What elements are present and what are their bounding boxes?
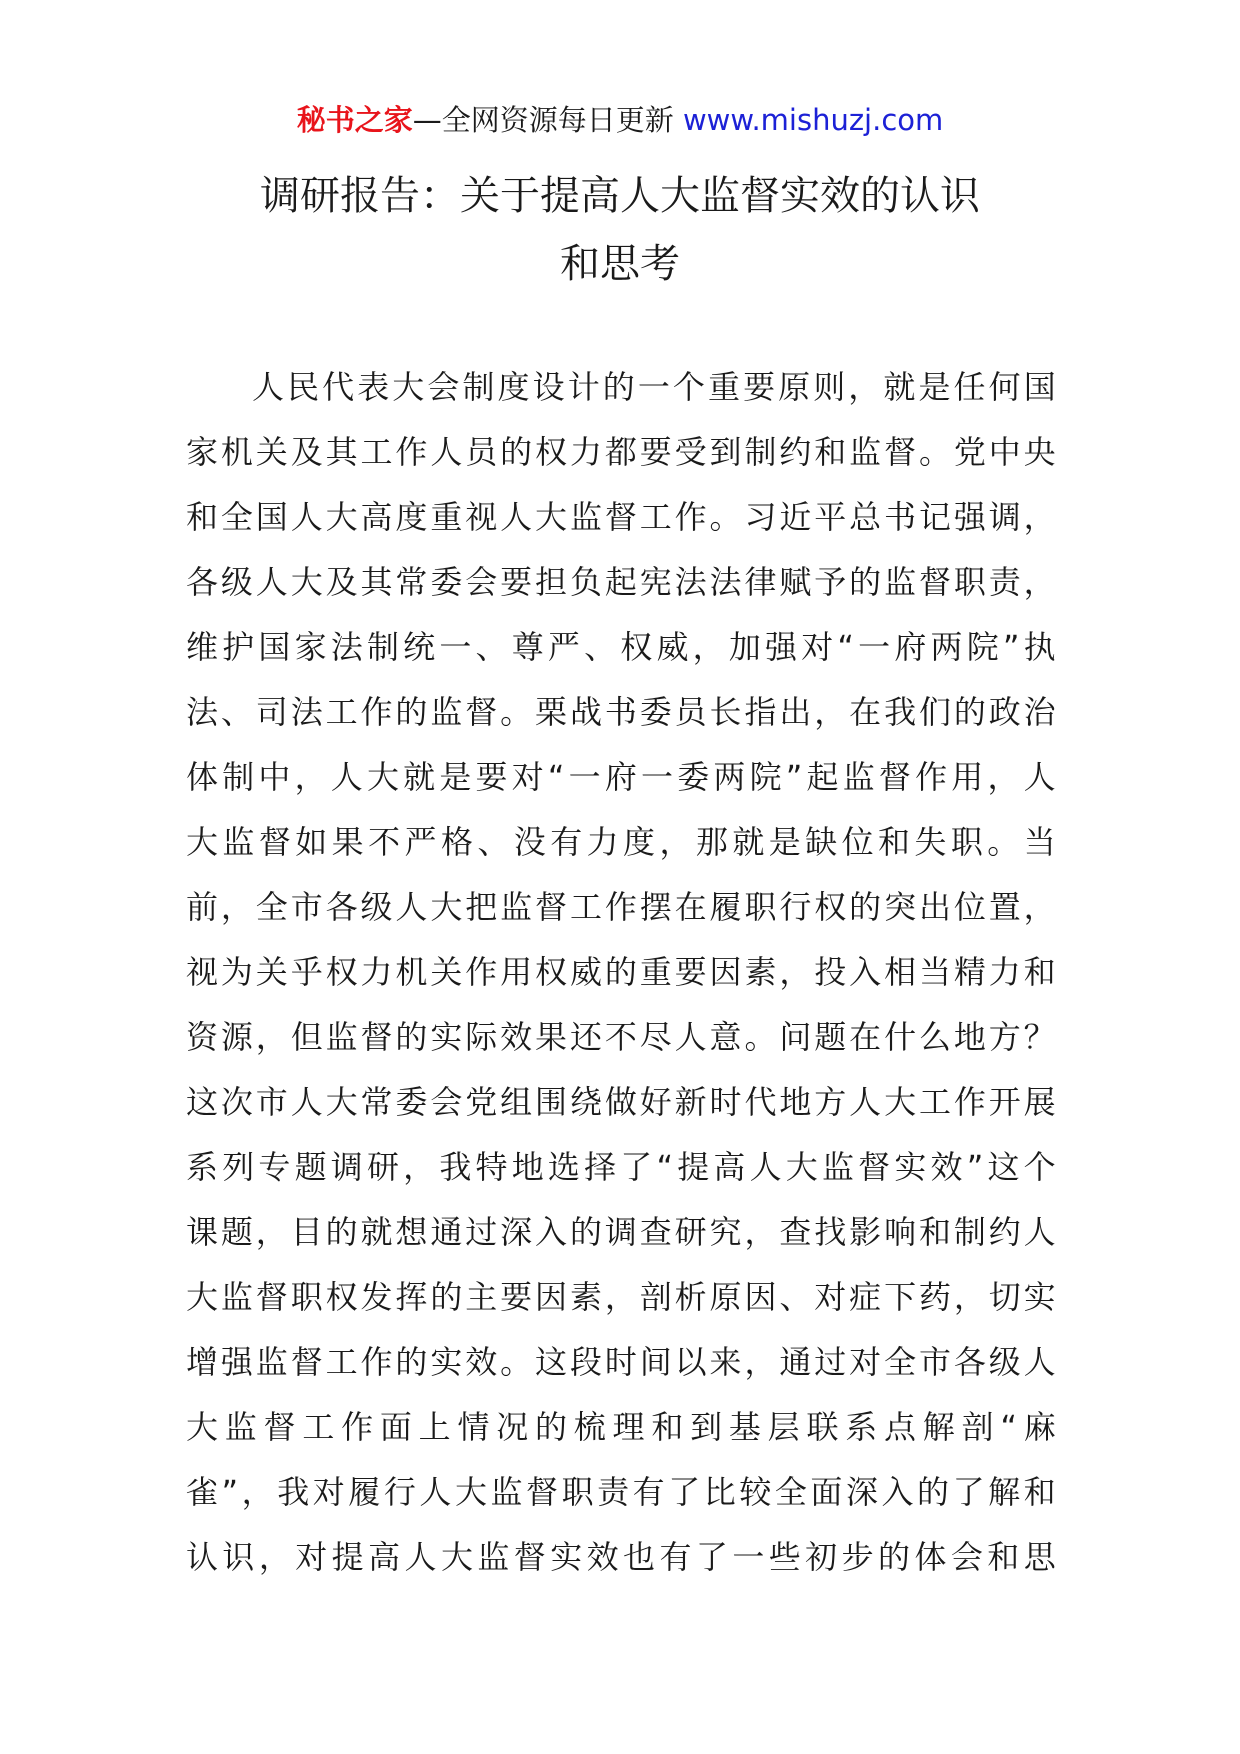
body-line: 视为关乎权力机关作用权威的重要因素，投入相当精力和 bbox=[186, 953, 1056, 991]
title-line-2: 和思考 bbox=[560, 241, 680, 287]
site-url-link[interactable]: www.mishuzj.com bbox=[682, 103, 944, 137]
document-title bbox=[170, 162, 1070, 298]
body-line: 前，全市各级人大把监督工作摆在履职行权的突出位置， bbox=[186, 888, 1056, 926]
body-line: 法、司法工作的监督。栗战书委员长指出，在我们的政治 bbox=[186, 693, 1056, 731]
body-paragraph bbox=[186, 355, 1056, 1590]
body-line: 家机关及其工作人员的权力都要受到制约和监督。党中央 bbox=[186, 433, 1056, 471]
body-line: 系列专题调研，我特地选择了“提高人大监督实效”这个 bbox=[186, 1148, 1056, 1186]
body-line: 增强监督工作的实效。这段时间以来，通过对全市各级人 bbox=[186, 1343, 1056, 1381]
body-line: 各级人大及其常委会要担负起宪法法律赋予的监督职责， bbox=[186, 563, 1056, 601]
body-line: 资源，但监督的实际效果还不尽人意。问题在什么地方？ bbox=[186, 1018, 1056, 1056]
body-line: 课题，目的就想通过深入的调查研究，查找影响和制约人 bbox=[186, 1213, 1056, 1251]
body-line: 这次市人大常委会党组围绕做好新时代地方人大工作开展 bbox=[186, 1083, 1056, 1121]
body-line: 大监督职权发挥的主要因素，剖析原因、对症下药，切实 bbox=[186, 1278, 1056, 1316]
title-line-1: 调研报告：关于提高人大监督实效的认识 bbox=[260, 173, 980, 219]
body-line: 大监督如果不严格、没有力度，那就是缺位和失职。当 bbox=[186, 823, 1056, 861]
body-line: 维护国家法制统一、尊严、权威，加强对“一府两院”执 bbox=[186, 628, 1056, 666]
body-line: 人民代表大会制度设计的一个重要原则，就是任何国 bbox=[252, 368, 1056, 406]
body-line: 体制中，人大就是要对“一府一委两院”起监督作用，人 bbox=[186, 758, 1056, 796]
body-line: 和全国人大高度重视人大监督工作。习近平总书记强调， bbox=[186, 498, 1056, 536]
header-tagline: —全网资源每日更新 bbox=[412, 103, 683, 137]
body-line: 雀”，我对履行人大监督职责有了比较全面深入的了解和 bbox=[186, 1473, 1056, 1511]
body-line: 认识，对提高人大监督实效也有了一些初步的体会和思 bbox=[186, 1538, 1056, 1576]
site-header bbox=[0, 100, 1240, 140]
brand-name: 秘书之家 bbox=[296, 103, 413, 137]
body-line: 大监督工作面上情况的梳理和到基层联系点解剖“麻 bbox=[186, 1408, 1056, 1446]
